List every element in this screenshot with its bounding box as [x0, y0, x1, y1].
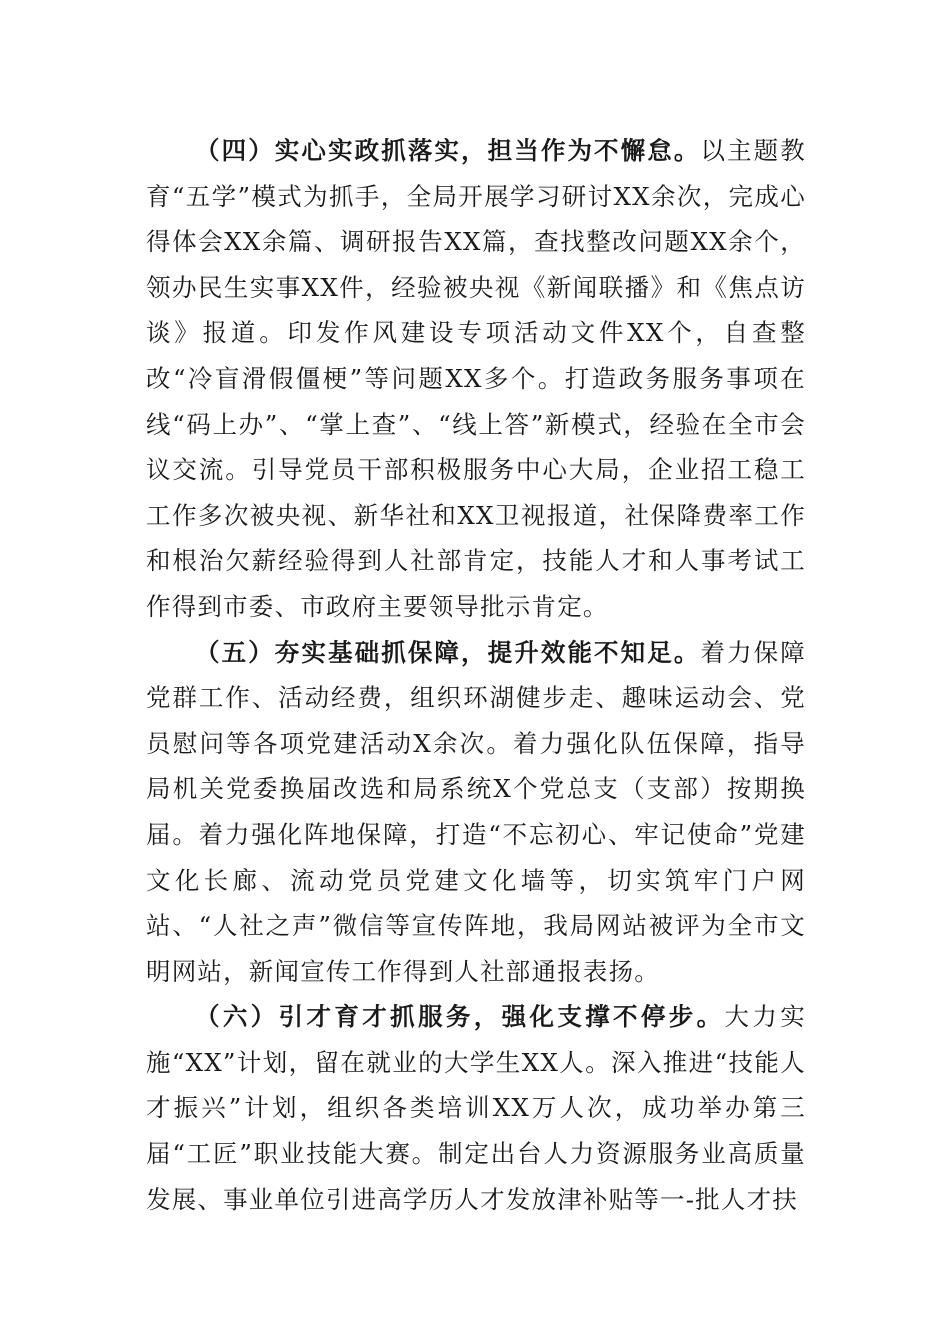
paragraph-five-text: 着力保障党群工作、活动经费，组织环湖健步走、趣味运动会、党员慰问等各项党建活动X余次。着力强化队伍保障，指导局机关党委换届改选和局系统X个党总支（支部）按期换届。着力强化阵地保障，打造“不忘初心、牢记使命”党建文化长廊、流动党员党建文化墙等，切实筑牢门户网站、“人社之声”微信等宣传阵地，我局网站被评为全市文明网站，新闻宣传工作得到人社部通报表扬。 [146, 637, 806, 986]
document-body [146, 128, 806, 1222]
paragraph-four-heading: （四）实心实政抓落实，担当作为不懈怠。 [195, 136, 701, 165]
paragraph-six [146, 994, 806, 1222]
paragraph-six-heading: （六）引才育才抓服务，强化支撑不停步。 [195, 1002, 725, 1032]
paragraph-four [146, 128, 806, 630]
paragraph-five [146, 630, 806, 995]
paragraph-six-text: 大力实施“XX”计划，留在就业的大学生XX人。深入推进“技能人才振兴”计划，组织各类培训XX万人次，成功举办第三届“工匠”职业技能大赛。制定出台人力资源服务业高质量发展、事业单位引进高学历人才发放津补贴等一-批人才扶 [146, 1002, 806, 1214]
paragraph-four-text: 以主题教育“五学”模式为抓手，全局开展学习研讨XX余次，完成心得体会XX余篇、调研报告XX篇，查找整改问题XX余个，领办民生实事XX件，经验被央视《新闻联播》和《焦点访谈》报道。印发作风建设专项活动文件XX个，自查整改“冷盲滑假僵梗”等问题XX多个。打造政务服务事项在线“码上办”、“掌上查”、“线上答”新模式，经验在全市会议交流。引导党员干部积极服务中心大局，企业招工稳工工作多次被央视、新华社和XX卫视报道，社保降费率工作和根治欠薪经验得到人社部肯定，技能人才和人事考试工作得到市委、市政府主要领导批示肯定。 [146, 136, 806, 621]
paragraph-five-heading: （五）夯实基础抓保障，提升效能不知足。 [195, 637, 701, 667]
